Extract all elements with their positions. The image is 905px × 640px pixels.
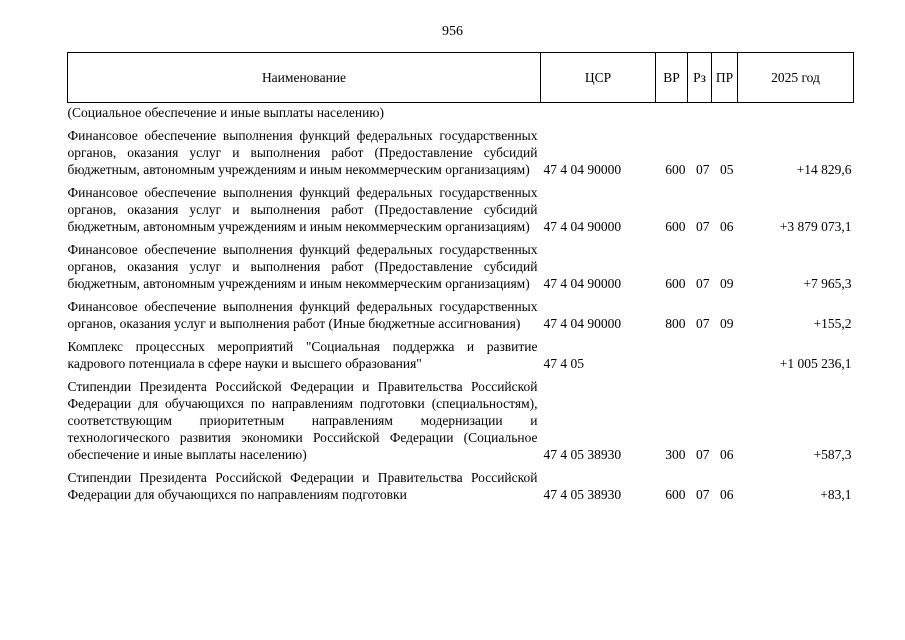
row-amount: +155,2: [813, 316, 852, 331]
row-rz: [688, 103, 712, 122]
row-csr: 47 4 04 90000: [543, 219, 622, 234]
row-amount: +587,3: [813, 447, 852, 462]
row-rz: 07: [696, 316, 710, 331]
header-vr: ВР: [656, 53, 688, 103]
row-pr: 05: [720, 162, 734, 177]
row-vr: 300: [665, 447, 686, 462]
row-amount: +3 879 073,1: [779, 219, 852, 234]
row-csr: 47 4 04 90000: [543, 276, 622, 291]
row-rz: 07: [696, 447, 710, 462]
page-number: 956: [442, 24, 463, 39]
row-name: Комплекс процессных мероприятий "Социальная поддержка и развитие кадрового потенциала в сфере науки и высшего образования": [67, 339, 538, 371]
row-csr: 47 4 05: [543, 356, 584, 371]
row-amount: +1 005 236,1: [779, 356, 852, 371]
table-row: [68, 292, 854, 332]
budget-table: [67, 52, 854, 503]
table-row: [68, 332, 854, 372]
table-row: [68, 463, 854, 503]
row-pr: 06: [720, 487, 734, 502]
table-row: [68, 178, 854, 235]
table-row: [68, 372, 854, 463]
row-vr: 600: [665, 219, 686, 234]
header-rz: Рз: [688, 53, 712, 103]
row-rz: 07: [696, 276, 710, 291]
table-body: [68, 103, 854, 504]
row-vr: 800: [665, 316, 686, 331]
row-name: Финансовое обеспечение выполнения функций федеральных государственных органов, оказания услуг и выполнения работ (Предоставление субсидий бюджетным, автономным учреждениям и иным некоммерческим организациям): [67, 128, 538, 177]
row-vr: 600: [665, 276, 686, 291]
row-vr: [656, 103, 688, 122]
row-csr: 47 4 04 90000: [543, 316, 622, 331]
row-name: Стипендии Президента Российской Федерации и Правительства Российской Федерации для обучающихся по направлениям подготовки: [67, 470, 538, 502]
row-vr: 600: [665, 487, 686, 502]
row-amount: +14 829,6: [796, 162, 852, 177]
table-row: [68, 235, 854, 292]
row-pr: [712, 103, 738, 122]
row-name: (Социальное обеспечение и иные выплаты населению): [67, 105, 384, 120]
row-rz: 07: [696, 162, 710, 177]
row-name: Финансовое обеспечение выполнения функций федеральных государственных органов, оказания услуг и выполнения работ (Иные бюджетные ассигнования): [67, 299, 538, 331]
row-csr: 47 4 04 90000: [543, 162, 622, 177]
table-row: [68, 121, 854, 178]
row-csr: 47 4 05 38930: [543, 447, 622, 462]
header-csr: ЦСР: [541, 53, 656, 103]
header-pr: ПР: [712, 53, 738, 103]
header-name: Наименование: [68, 53, 541, 103]
row-pr: [712, 332, 738, 372]
row-rz: 07: [696, 487, 710, 502]
row-name: Финансовое обеспечение выполнения функций федеральных государственных органов, оказания услуг и выполнения работ (Предоставление субсидий бюджетным, автономным учреждениям и иным некоммерческим организациям): [67, 242, 538, 291]
row-rz: [688, 332, 712, 372]
row-pr: 09: [720, 276, 734, 291]
table-row: [68, 103, 854, 122]
row-csr: 47 4 05 38930: [543, 487, 622, 502]
row-rz: 07: [696, 219, 710, 234]
row-vr: 600: [665, 162, 686, 177]
row-pr: 09: [720, 316, 734, 331]
row-vr: [656, 332, 688, 372]
row-csr: [541, 103, 656, 122]
row-amount: +83,1: [820, 487, 852, 502]
row-name: Финансовое обеспечение выполнения функций федеральных государственных органов, оказания услуг и выполнения работ (Предоставление субсидий бюджетным, автономным учреждениям и иным некоммерческим организациям): [67, 185, 538, 234]
header-year: 2025 год: [738, 53, 854, 103]
row-pr: 06: [720, 219, 734, 234]
row-amount: [738, 103, 854, 122]
row-name: Стипендии Президента Российской Федерации и Правительства Российской Федерации для обучающихся по направлениям подготовки (специальностям), соответствующим приоритетным направлениям модернизации и технологического развития экономики Российской Федерации (Социальное обеспечение и иные выплаты населению): [67, 379, 538, 462]
row-amount: +7 965,3: [803, 276, 852, 291]
table-header: [68, 53, 854, 103]
row-pr: 06: [720, 447, 734, 462]
